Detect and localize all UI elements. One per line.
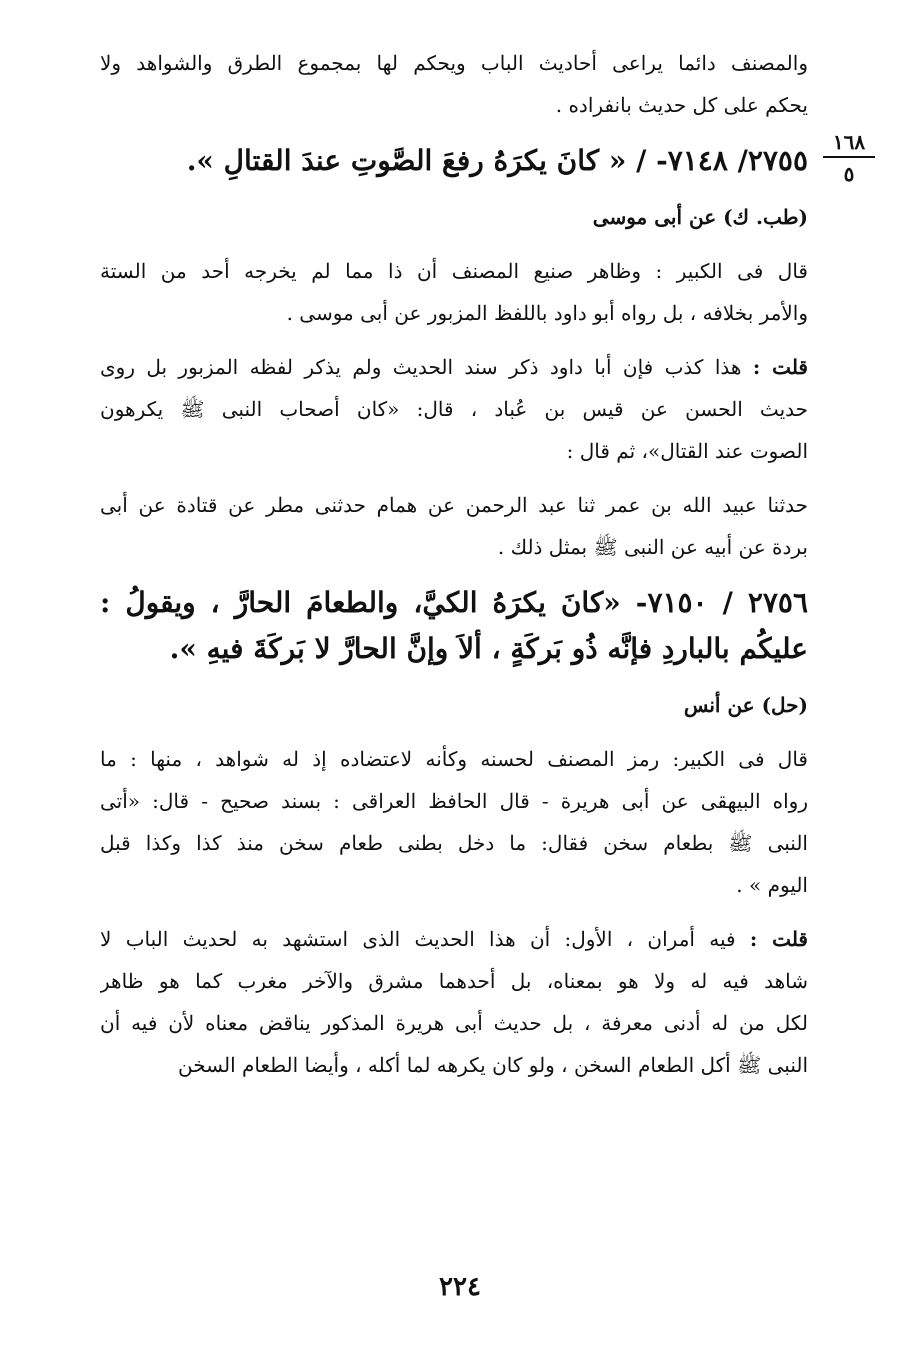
margin-reference-top: ١٦٨	[832, 130, 866, 154]
page-number: ٢٢٤	[439, 1272, 481, 1302]
text-line: الصوت عند القتال»، ثم قال :	[566, 439, 808, 463]
text-line: (حل) عن أنس	[683, 693, 808, 717]
page-body	[100, 42, 808, 1098]
lead-word: قلت :	[749, 927, 808, 951]
text-line: لكل من له أدنى معرفة ، بل حديث أبى هريرة المذكور يناقض معناه لأن فيه أن	[100, 1011, 808, 1035]
line-text: هذا كذب فإن أبا داود ذكر سند الحديث ولم يذكر لفظه المزبور بل روى	[100, 355, 742, 379]
hadith-source	[100, 196, 808, 238]
text-line: حديث الحسن عن قيس بن عُباد ، قال: «كان أصحاب النبى ﷺ يكرهون	[100, 397, 808, 421]
text-line: النبى ﷺ بطعام سخن فقال: ما دخل بطنى طعام سخن منذ كذا وكذا قبل	[100, 831, 808, 855]
commentary-paragraph	[100, 738, 808, 906]
text-line: قال فى الكبير : وظاهر صنيع المصنف أن ذا مما لم يخرجه أحد من الستة	[100, 259, 808, 283]
text-line: والمصنف دائما يراعى أحاديث الباب ويحكم لها بمجموع الطرق والشواهد ولا	[100, 51, 808, 75]
text-line: يحكم على كل حديث بانفراده .	[555, 93, 808, 117]
text-line	[100, 918, 808, 960]
margin-reference-bottom: ٥	[843, 162, 855, 186]
margin-reference	[818, 130, 880, 186]
lead-word: قلت :	[752, 355, 808, 379]
text-line: ٢٧٥٥/ ٧١٤٨- / « كانَ يكرَهُ رفعَ الصَّوتِ عندَ القتالِ ».	[186, 144, 808, 177]
hadith-text	[100, 580, 808, 672]
text-line: عليكُم بالباردِ فإنَّه ذُو بَركَةٍ ، ألاَ وإنَّ الحارَّ لا بَركَةَ فيهِ ».	[169, 632, 808, 665]
text-line: حدثنا عبيد الله بن عمر ثنا عبد الرحمن عن همام حدثنى مطر عن قتادة عن أبى	[100, 493, 808, 517]
text-line: بردة عن أبيه عن النبى ﷺ بمثل ذلك .	[497, 535, 808, 559]
text-line: والأمر بخلافه ، بل رواه أبو داود باللفظ المزبور عن أبى موسى .	[286, 301, 808, 325]
text-line: (طب. ك) عن أبى موسى	[592, 205, 808, 229]
hadith-source	[100, 684, 808, 726]
text-line: قال فى الكبير: رمز المصنف لحسنه وكأنه لاعتضاده إذ له شواهد ، منها : ما	[100, 747, 808, 771]
commentary-paragraph	[100, 918, 808, 1086]
margin-rule	[823, 156, 875, 158]
hadith-text	[100, 138, 808, 184]
text-line: رواه البيهقى عن أبى هريرة - قال الحافظ العراقى : بسند صحيح - قال: «أتى	[100, 789, 808, 813]
commentary-paragraph	[100, 42, 808, 126]
text-line: ٢٧٥٦ / ٧١٥٠- «كانَ يكرَهُ الكيَّ، والطعامَ الحارَّ ، ويقولُ :	[100, 586, 808, 619]
commentary-paragraph	[100, 250, 808, 334]
commentary-paragraph	[100, 484, 808, 568]
line-text: فيه أمران ، الأول: أن هذا الحديث الذى استشهد به لحديث الباب لا	[100, 927, 736, 951]
text-line: النبى ﷺ أكل الطعام السخن ، ولو كان يكرهه لما أكله ، وأيضا الطعام السخن	[178, 1053, 808, 1077]
commentary-paragraph	[100, 346, 808, 472]
text-line: شاهد فيه له ولا هو بمعناه، بل أحدهما مشرق والآخر مغرب كما هو ظاهر	[100, 969, 808, 993]
text-line	[100, 346, 808, 388]
text-line: اليوم » .	[736, 873, 808, 897]
